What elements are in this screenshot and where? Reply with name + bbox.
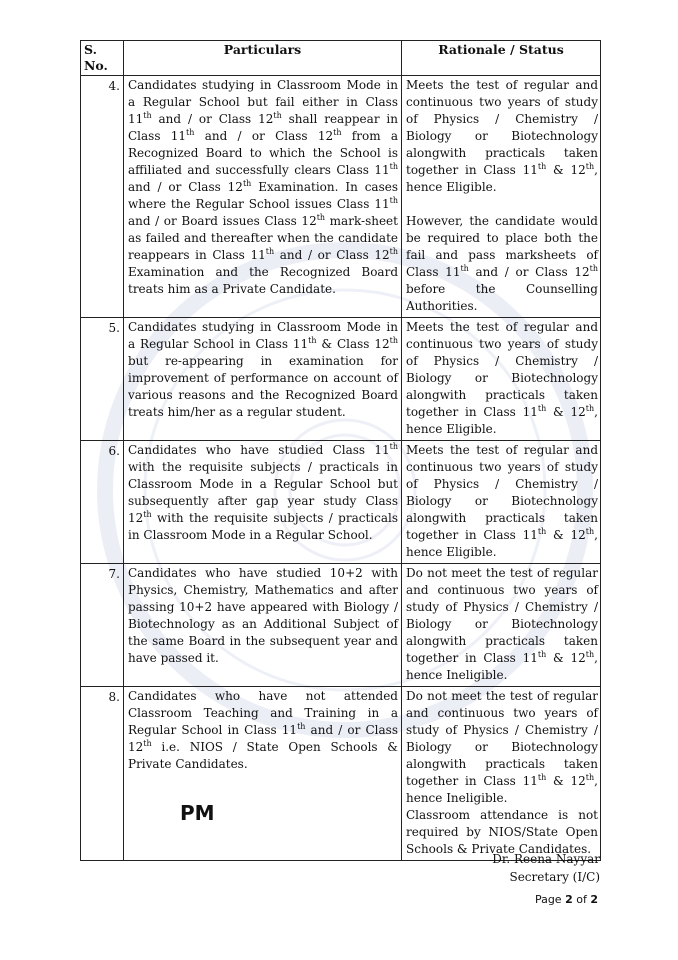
row-rationale [402, 318, 601, 441]
particulars-text: Candidates studying in Classroom Mode in a Regular School in Class 11th & Class 12th but re-appearing in examination for improvement of performance on account of various reasons and the Recognized Board treats him/her as a regular student. [128, 320, 398, 419]
row-particulars [124, 687, 402, 861]
signatory-name: Dr. Reena Nayyar [492, 852, 600, 866]
row-number: 8. [81, 687, 124, 861]
signatory-title: Secretary (I/C) [509, 870, 600, 884]
table-row [81, 687, 601, 861]
particulars-text: Candidates studying in Classroom Mode in a Regular School but fail either in Class 11th and / or Class 12th shall reappear in Class 11th and / or Class 12th from a Recognized Board to which the School is affiliated and successfully clears Class 11th and / or Class 12th Examination. In cases where the Regular School issues Class 11th and / or Board issues Class 12th mark-sheet as failed and thereafter when the candidate reappears in Class 11th and / or Class 12th Examination and the Recognized Board treats him as a Private Candidate. [128, 78, 399, 296]
rationale-note: Classroom attendance is not required by NIOS/State Open Schools & Private Candidates. [406, 808, 598, 856]
row-number: 5. [81, 318, 124, 441]
table-row [81, 441, 601, 564]
row-particulars [124, 318, 402, 441]
row-rationale [402, 76, 601, 318]
row-particulars [124, 76, 402, 318]
initials-mark: PM [180, 801, 215, 825]
rationale-text: Do not meet the test of regular and continuous two years of study of Physics / Chemistry / Biology or Biotechnology alongwith practicals taken together in Class 11th & 12th, hence Ineligible. [406, 566, 598, 682]
signature-block [492, 850, 600, 886]
header-sno: S. No. [81, 41, 124, 76]
particulars-text: Candidates who have studied 10+2 with Physics, Chemistry, Mathematics and after passing 10+2 have appeared with Biology / Biotechnology as an Additional Subject of the same Board in the subsequent year and have passed it. [128, 566, 398, 665]
page-current: 2 [565, 893, 573, 906]
row-rationale [402, 687, 601, 861]
header-particulars: Particulars [124, 41, 402, 76]
particulars-text: Candidates who have not attended Classroom Teaching and Training in a Regular School in Class 11th and / or Class 12th i.e. NIOS / State Open Schools & Private Candidates. [128, 689, 398, 771]
page-total: 2 [590, 893, 598, 906]
criteria-table [80, 40, 601, 861]
header-rationale: Rationale / Status [402, 41, 601, 76]
row-number: 6. [81, 441, 124, 564]
rationale-text: Meets the test of regular and continuous two years of study of Physics / Chemistry / Biology or Biotechnology alongwith practicals taken together in Class 11th & 12th, hence Eligible. [406, 443, 598, 559]
row-particulars [124, 441, 402, 564]
table-row [81, 564, 601, 687]
table-header-row [81, 41, 601, 76]
page-number [535, 893, 598, 906]
page-of: of [576, 893, 587, 906]
rationale-note: However, the candidate would be required to place both the fail and pass marksheets of Class 11th and / or Class 12th before the Counselling Authorities. [406, 214, 598, 313]
row-rationale [402, 564, 601, 687]
rationale-text: Meets the test of regular and continuous two years of study of Physics / Chemistry / Biology or Biotechnology alongwith practicals taken together in Class 11th & 12th, hence Eligible. [406, 78, 598, 194]
rationale-text: Do not meet the test of regular and continuous two years of study of Physics / Chemistry / Biology or Biotechnology alongwith practicals taken together in Class 11th & 12th, hence Ineligible. [406, 689, 598, 805]
particulars-text: Candidates who have studied Class 11th with the requisite subjects / practicals in Classroom Mode in a Regular School but subsequently after gap year study Class 12th with the requisite subjects / practicals in Classroom Mode in a Regular School. [128, 442, 398, 542]
row-particulars [124, 564, 402, 687]
row-number: 7. [81, 564, 124, 687]
rationale-text: Meets the test of regular and continuous two years of study of Physics / Chemistry / Biology or Biotechnology alongwith practicals taken together in Class 11th & 12th, hence Eligible. [406, 320, 598, 436]
row-number: 4. [81, 76, 124, 318]
table-row [81, 76, 601, 318]
row-rationale [402, 441, 601, 564]
table-row [81, 318, 601, 441]
page-label: Page [534, 893, 562, 906]
